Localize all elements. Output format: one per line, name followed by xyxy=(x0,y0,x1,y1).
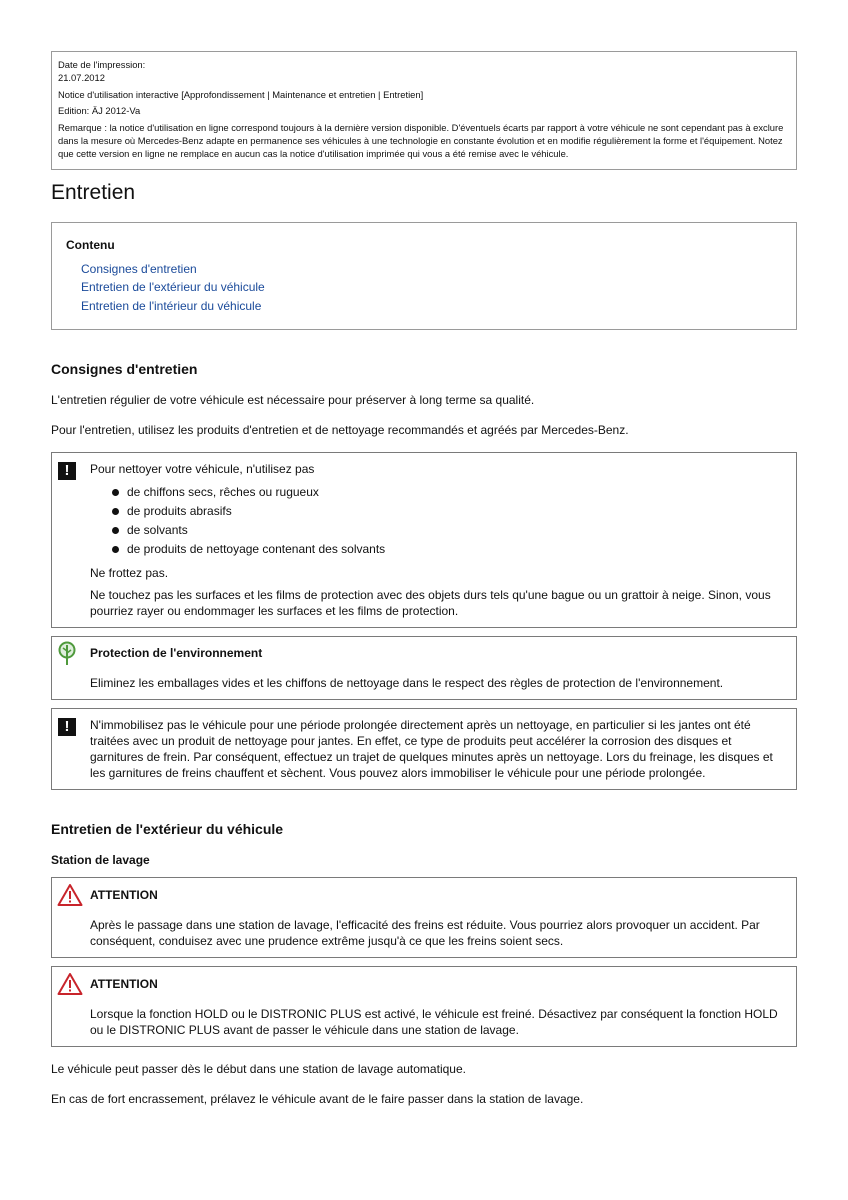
list-item: de produits abrasifs xyxy=(112,502,786,521)
caution-notice-parking xyxy=(51,708,797,790)
caution-notice-cleaning xyxy=(51,452,797,627)
paragraph: Pour l'entretien, utilisez les produits d'entretien et de nettoyage recommandés et agréés par Mercedes-Benz. xyxy=(51,423,629,438)
print-edition: Edition: ÄJ 2012-Va xyxy=(58,105,141,117)
warning-text: Après le passage dans une station de lavage, l'efficacité des freins est réduite. Vous pourriez alors provoquer un accident. Par conséquent, conduisez avec une prudence extrême jusqu'à ce que les freins soient secs. xyxy=(90,917,760,948)
table-of-contents xyxy=(51,222,797,331)
paragraph: Le véhicule peut passer dès le début dans une station de lavage automatique. xyxy=(51,1061,466,1076)
page xyxy=(51,51,797,1121)
paragraph: L'entretien régulier de votre véhicule est nécessaire pour préserver à long terme sa qualité. xyxy=(51,393,535,408)
toc-link-interieur[interactable]: Entretien de l'intérieur du véhicule xyxy=(81,298,262,313)
exclamation-icon: ! xyxy=(58,718,76,736)
toc-link-exterieur[interactable]: Entretien de l'extérieur du véhicule xyxy=(81,280,265,295)
paragraph: En cas de fort encrassement, prélavez le véhicule avant de le faire passer dans la station de lavage. xyxy=(51,1091,584,1106)
toc-title: Contenu xyxy=(66,237,115,252)
section-heading-exterieur: Entretien de l'extérieur du véhicule xyxy=(51,820,284,837)
list-item: de produits de nettoyage contenant des solvants xyxy=(112,540,786,559)
notice-title: Protection de l'environnement xyxy=(90,645,263,660)
warning-notice-brakes xyxy=(51,877,797,958)
subheading-station-lavage: Station de lavage xyxy=(51,852,150,867)
print-info-box xyxy=(51,51,797,170)
print-date-label: Date de l'impression: xyxy=(58,59,146,70)
exclamation-icon: ! xyxy=(58,462,76,480)
warning-title: ATTENTION xyxy=(90,976,158,991)
notice-text: Ne touchez pas les surfaces et les films de protection avec des objets durs tels qu'une bague ou un grattoir à neige. Sinon, vous pourriez rayer ou endommager les surfaces et les films de protection. xyxy=(90,587,771,618)
list-item: de solvants xyxy=(112,521,786,540)
print-date: 21.07.2012 xyxy=(58,72,105,84)
environment-notice xyxy=(51,636,797,700)
notice-intro: Pour nettoyer votre véhicule, n'utilisez pas xyxy=(90,462,315,477)
warning-text: Lorsque la fonction HOLD ou le DISTRONIC PLUS est activé, le véhicule est freiné. Désactivez par conséquent la fonction HOLD ou le DISTRONIC PLUS avant de passer le véhicule dans une station de lavage. xyxy=(90,1006,778,1037)
toc-link-consignes[interactable]: Consignes d'entretien xyxy=(81,261,197,276)
notice-text: N'immobilisez pas le véhicule pour une période prolongée directement après un nettoyage, en particulier si les jantes ont été traitées avec un produit de nettoyage pour jantes. En effet, ce type de produits peut accélérer la corrosion des disques et garnitures de frein. Par conséquent, effectuez un trajet de quelques minutes après un nettoyage. Lors du freinage, les disques et les garnitures de freins chauffent et sèchent. Vous pouvez alors immobiliser le véhicule pour une période prolongée. xyxy=(90,717,773,780)
leaf-environment-icon xyxy=(56,641,78,667)
warning-notice-hold xyxy=(51,966,797,1047)
print-breadcrumb: Notice d'utilisation interactive [Approfondissement | Maintenance et entretien | Entretien] xyxy=(58,88,424,100)
warning-triangle-icon xyxy=(57,883,83,907)
page-title: Entretien xyxy=(51,180,136,204)
warning-triangle-icon xyxy=(57,972,83,996)
notice-text: Ne frottez pas. xyxy=(90,565,169,580)
warning-title: ATTENTION xyxy=(90,887,158,902)
notice-text: Eliminez les emballages vides et les chiffons de nettoyage dans le respect des règles de protection de l'environnement. xyxy=(90,675,724,690)
section-heading-consignes: Consignes d'entretien xyxy=(51,361,198,378)
list-item: de chiffons secs, rêches ou rugueux xyxy=(112,483,786,502)
notice-list xyxy=(90,483,786,558)
print-remark: Remarque : la notice d'utilisation en ligne correspond toujours à la dernière version disponible. D'éventuels écarts par rapport à votre véhicule ne sont cependant pas à exclure dans la mesure où Mercedes-Benz adapte en permanence ses véhicules à une technologie en constante évolution et en modifie régulièrement la forme et l'équipement. Notez que cette version en ligne ne remplace en aucun cas la notice d'utilisation imprimée qui vous a été remise avec le véhicule. xyxy=(58,121,784,160)
